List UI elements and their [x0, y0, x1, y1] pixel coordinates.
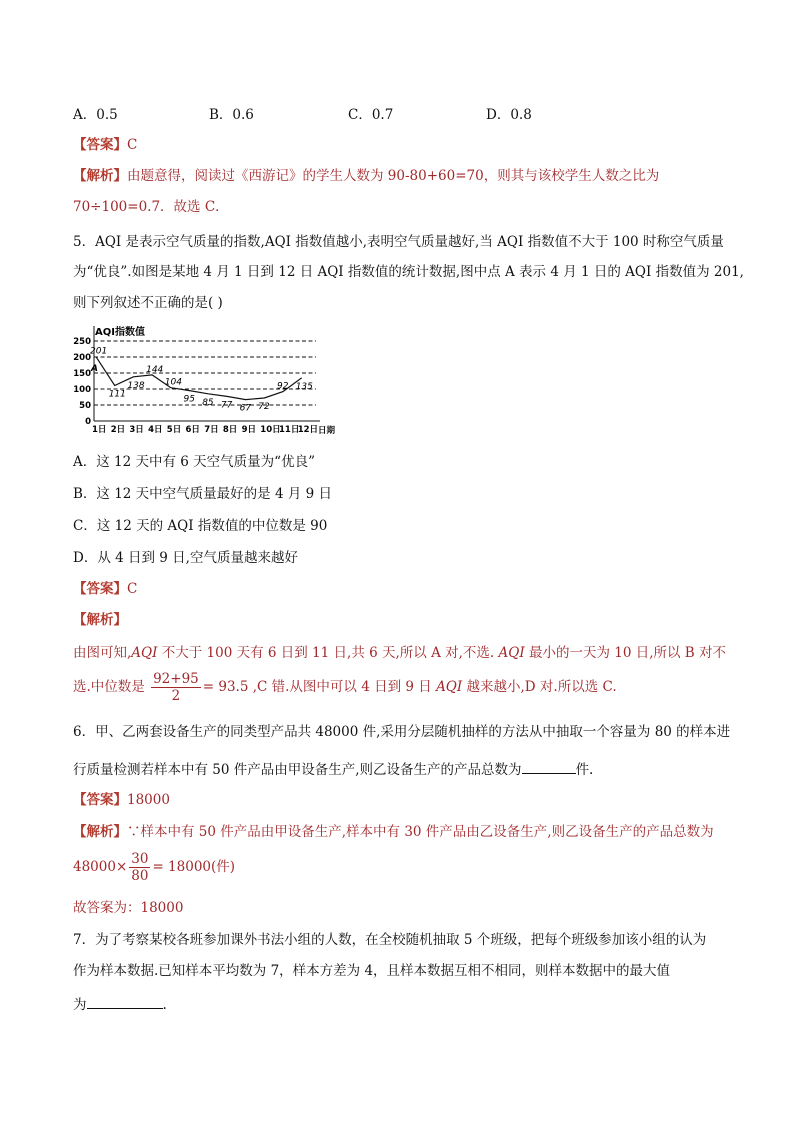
aqi-line-chart — [70, 322, 336, 436]
data-label: 111 — [108, 389, 126, 400]
sample-fraction — [129, 851, 150, 884]
x-tick-label: 6日 — [185, 425, 200, 435]
data-label: 138 — [127, 380, 145, 391]
data-label: 67 — [239, 403, 252, 414]
q6-analysis — [73, 823, 714, 841]
data-label: 77 — [220, 400, 233, 411]
q4-option-a: A．0.5 — [73, 107, 118, 123]
analysis-text: 不大于 100 天有 6 日到 11 日,共 6 天,所以 A 对,不选. — [157, 645, 495, 661]
q5-analysis-line1 — [73, 644, 726, 662]
data-label: 201 — [90, 346, 108, 357]
answer-tag: 【答案】 — [73, 792, 127, 808]
aqi-series-line — [96, 357, 302, 400]
y-tick-label: 100 — [73, 385, 91, 395]
q7-stem-line2: 作为样本数据.已知样本平均数为 7，样本方差为 4，且样本数据互相不相同，则样本数据中的最大值 — [73, 963, 671, 979]
answer-value: C — [127, 581, 138, 597]
analysis-tag: 【解析】 — [73, 168, 127, 184]
analysis-text: ∵样本中有 50 件产品由甲设备生产,样本中有 30 件产品由乙设备生产,则乙设备生产的产品总数为 — [127, 824, 714, 840]
y-tick-label: 50 — [79, 401, 91, 411]
y-tick-label: 0 — [85, 417, 91, 427]
q6-formula — [73, 848, 235, 886]
q5-stem-line1: 5．AQI 是表示空气质量的指数,AQI 指数值越小,表明空气质量越好,当 AQI 指数值不大于 100 时称空气质量 — [73, 234, 724, 250]
q6-answer — [73, 791, 170, 809]
q5-analysis-line2 — [73, 670, 617, 704]
answer-blank — [87, 994, 163, 1009]
fraction-denominator: 2 — [171, 688, 181, 704]
x-tick-label: 2日 — [110, 425, 126, 435]
point-a-label: A — [91, 364, 98, 374]
x-tick-label: 11日 — [279, 425, 300, 435]
x-axis-label: 日期 — [318, 426, 336, 436]
stem-text: 为 — [73, 997, 87, 1013]
fraction-numerator: 92+95 — [153, 671, 199, 687]
data-label: 135 — [295, 381, 313, 392]
data-label: 95 — [183, 394, 195, 405]
aqi-symbol: AQI — [498, 645, 525, 661]
q5-analysis-tag — [73, 611, 127, 629]
x-tick-label: 5日 — [166, 425, 182, 435]
x-tick-label: 9日 — [241, 425, 257, 435]
y-tick-label: 150 — [73, 369, 91, 379]
analysis-text: 选.中位数是 — [73, 679, 145, 695]
q5-stem-line3: 则下列叙述不正确的是( ) — [73, 295, 223, 311]
x-tick-label: 7日 — [204, 425, 219, 435]
y-tick-label: 250 — [73, 337, 91, 347]
q4-option-d: D．0.8 — [486, 107, 532, 123]
q7-stem-line1: 7．为了考察某校各班参加课外书法小组的人数，在全校随机抽取 5 个班级，把每个班级参加该小组的认为 — [73, 932, 707, 948]
analysis-text: 最小的一天为 10 日,所以 B 对不 — [524, 645, 727, 661]
x-tick-label: 8日 — [222, 425, 238, 435]
q4-answer — [73, 136, 137, 154]
answer-value: C — [127, 137, 138, 153]
q6-stem-line1: 6．甲、乙两套设备生产的同类型产品共 48000 件,采用分层随机抽样的方法从中抽取一个容量为 80 的样本进 — [73, 724, 731, 740]
analysis-tag: 【解析】 — [73, 824, 127, 840]
analysis-text: = 93.5 ,C 错.从图中可以 4 日到 9 日 — [202, 679, 432, 695]
formula-right: = 18000(件) — [152, 859, 236, 875]
x-tick-label: 12日 — [297, 425, 319, 435]
aqi-symbol: AQI — [436, 679, 463, 695]
q5-option-b: B．这 12 天中空气质量最好的是 4 月 9 日 — [73, 486, 333, 502]
analysis-tag: 【解析】 — [73, 612, 127, 628]
fraction-denominator: 80 — [131, 868, 149, 884]
x-tick-label: 3日 — [129, 425, 144, 435]
q5-option-d: D．从 4 日到 9 日,空气质量越来越好 — [73, 550, 298, 566]
analysis-text: 越来越小,D 对.所以选 C. — [462, 679, 617, 695]
fraction-numerator: 30 — [131, 851, 149, 867]
stem-text: 件. — [575, 762, 594, 778]
analysis-text: 由题意得，阅读过《西游记》的学生人数为 90-80+60=70，则其与该校学生人数之比为 — [127, 168, 660, 184]
answer-value: 18000 — [127, 792, 170, 808]
q5-option-a: A．这 12 天中有 6 天空气质量为“优良” — [73, 454, 315, 470]
answer-tag: 【答案】 — [73, 137, 127, 153]
q6-conclusion: 故答案为：18000 — [73, 900, 184, 916]
q4-analysis-line2: 70÷100=0.7．故选 C． — [73, 199, 229, 215]
q7-stem-line3 — [73, 994, 167, 1014]
q6-stem-line2 — [73, 759, 593, 779]
q4-option-c: C．0.7 — [348, 107, 394, 123]
median-fraction — [151, 671, 201, 704]
q5-stem-line2: 为“优良”.如图是某地 4 月 1 日到 12 日 AQI 指数值的统计数据,图中点 A 表示 4 月 1 日的 AQI 指数值为 201, — [73, 264, 744, 280]
q4-analysis — [73, 167, 659, 185]
data-label: 144 — [146, 364, 164, 375]
q5-option-c: C．这 12 天的 AQI 指数值的中位数是 90 — [73, 518, 328, 534]
analysis-text: 由图可知, — [73, 645, 132, 661]
data-label: 92 — [277, 381, 289, 392]
x-tick-label: 1日 — [92, 425, 107, 435]
formula-left: 48000× — [73, 859, 128, 875]
q4-option-b: B．0.6 — [209, 107, 254, 123]
data-label: 72 — [258, 401, 270, 412]
y-tick-label: 200 — [73, 353, 91, 363]
q5-answer — [73, 580, 137, 598]
data-label: 104 — [164, 377, 182, 388]
aqi-symbol: AQI — [131, 645, 158, 661]
data-label: 85 — [202, 397, 214, 408]
y-axis-label: AQI指数值 — [95, 327, 145, 338]
x-tick-label: 4日 — [148, 425, 163, 435]
answer-blank — [522, 759, 576, 774]
stem-text: . — [162, 997, 167, 1013]
x-tick-label: 10日 — [260, 425, 281, 435]
answer-tag: 【答案】 — [73, 581, 127, 597]
stem-text: 行质量检测若样本中有 50 件产品由甲设备生产,则乙设备生产的产品总数为 — [73, 762, 522, 778]
